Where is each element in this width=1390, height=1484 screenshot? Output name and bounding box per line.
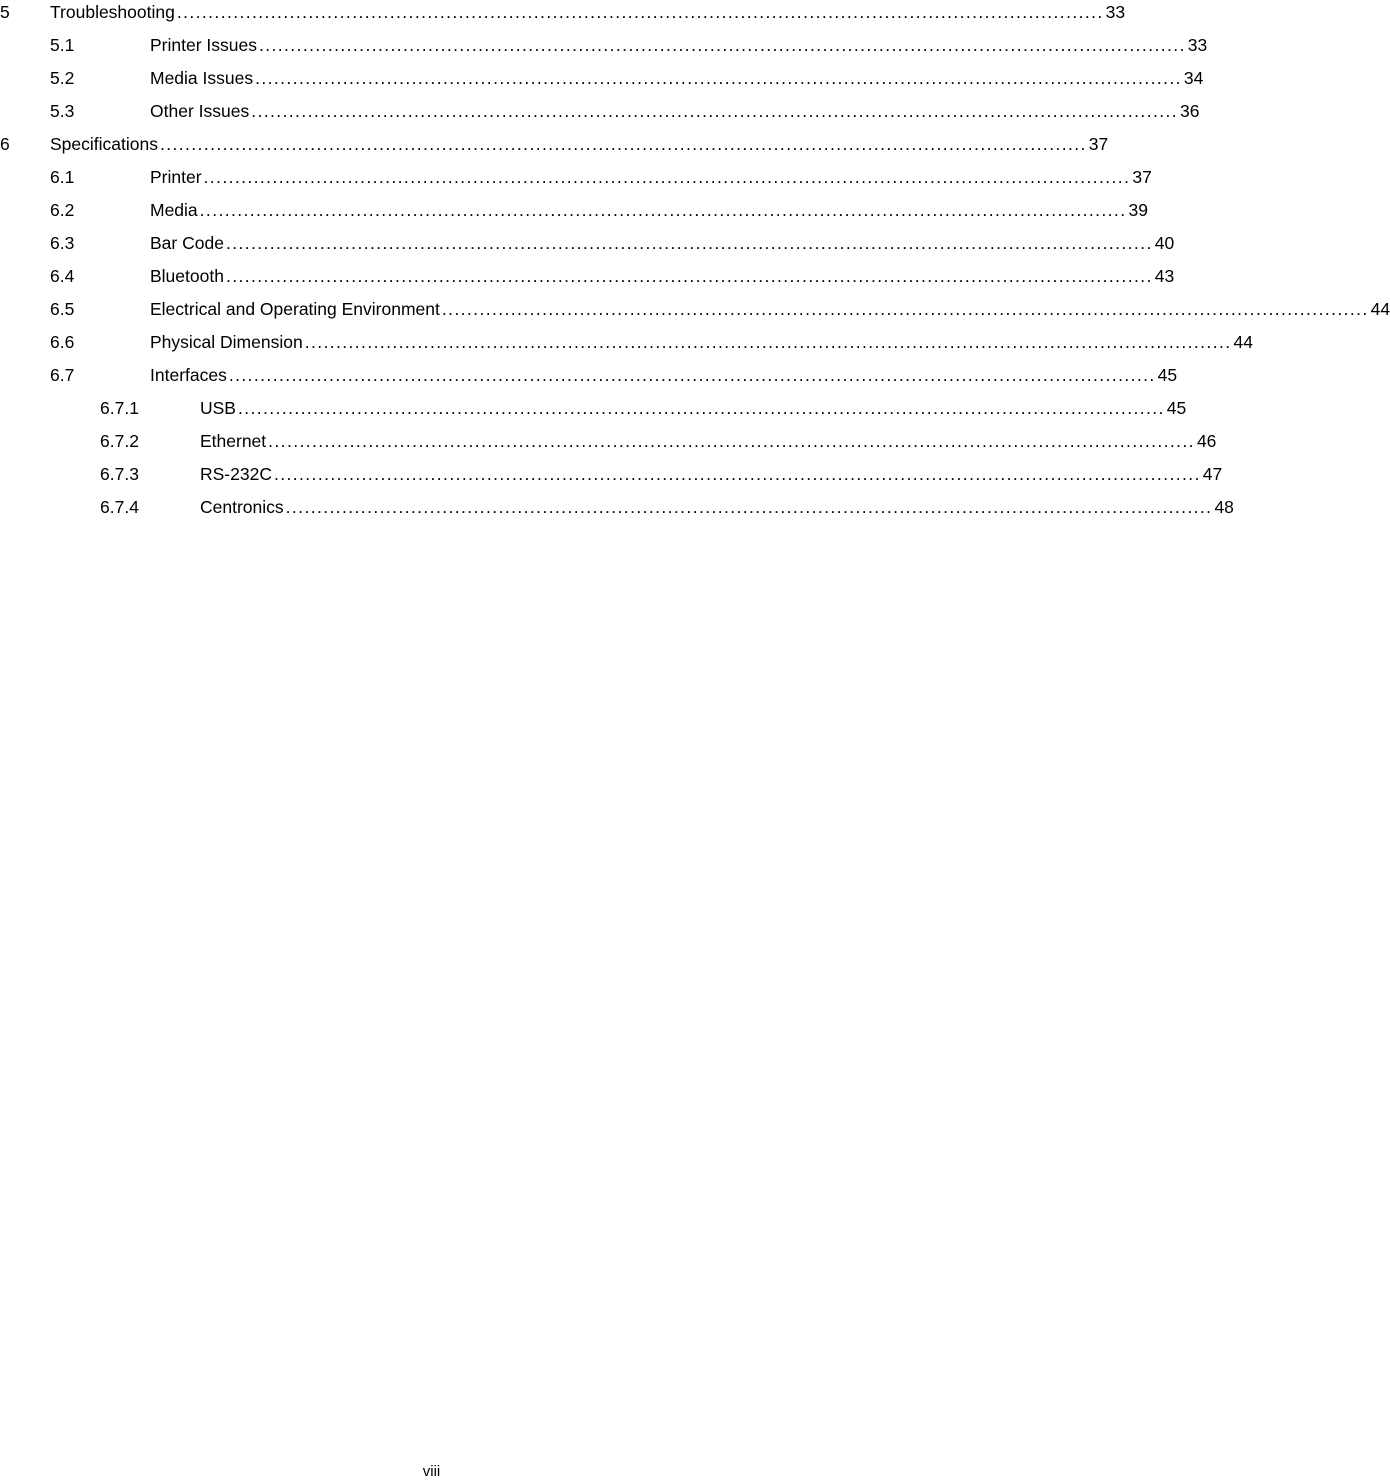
toc-entry[interactable] <box>50 264 1175 288</box>
toc-entry[interactable] <box>50 99 1200 123</box>
toc-entry-title[interactable]: Printer Issues <box>150 35 257 55</box>
toc-entry-title[interactable]: Specifications <box>50 134 158 154</box>
toc-entry-title[interactable]: Troubleshooting <box>50 2 175 22</box>
toc-entry-number: 6.5 <box>50 299 75 319</box>
page-footer <box>0 1462 863 1482</box>
dot-leader: .................................................................................................................................................... <box>159 134 1087 154</box>
toc-entry-page[interactable]: 37 <box>1088 134 1109 154</box>
toc-entry-line <box>50 132 1109 156</box>
toc-entry-number: 5 <box>0 2 10 22</box>
toc-entry-page[interactable]: 33 <box>1105 2 1126 22</box>
toc-entry-title[interactable]: Centronics <box>200 497 284 517</box>
toc-entry-line <box>150 99 1200 123</box>
toc-entry-number: 5.1 <box>50 35 75 55</box>
toc-entry-number: 6.1 <box>50 167 75 187</box>
toc-entry-title[interactable]: Electrical and Operating Environment <box>150 299 440 319</box>
toc-entry[interactable] <box>50 297 1390 321</box>
toc-entry-number: 6.7.4 <box>100 497 139 517</box>
toc-entry-page[interactable]: 36 <box>1180 101 1200 121</box>
dot-leader: .................................................................................................................................................... <box>304 332 1232 352</box>
toc-entry-number: 6.4 <box>50 266 75 286</box>
toc-entry-line <box>150 297 1390 321</box>
toc-entry[interactable] <box>50 198 1148 222</box>
toc-entry-number: 6.2 <box>50 200 75 220</box>
toc-entry[interactable] <box>100 429 1217 453</box>
toc-entry[interactable] <box>50 231 1175 255</box>
toc-entry-title[interactable]: Media Issues <box>150 68 254 88</box>
toc-entry-line <box>150 231 1175 255</box>
toc-entry-title[interactable]: RS-232C <box>200 464 272 484</box>
dot-leader: .................................................................................................................................................... <box>199 200 1127 220</box>
toc-entry-number: 6.7.2 <box>100 431 139 451</box>
toc-entry-line <box>200 462 1223 486</box>
toc-entry-line <box>200 429 1217 453</box>
toc-entry-line <box>200 495 1234 519</box>
toc-entry-line <box>150 330 1253 354</box>
toc-entry-page[interactable]: 40 <box>1154 233 1175 253</box>
page-number: viii <box>422 1463 441 1480</box>
toc-entry-page[interactable]: 46 <box>1196 431 1217 451</box>
dot-leader: .................................................................................................................................................... <box>268 431 1195 451</box>
toc-entry-number: 6.7.1 <box>100 398 139 418</box>
toc-entry-title[interactable]: Printer <box>150 167 202 187</box>
toc-entry[interactable] <box>100 495 1234 519</box>
toc-entry[interactable] <box>100 462 1223 486</box>
toc-entry-line <box>200 396 1187 420</box>
toc-entry-number: 6.7 <box>50 365 75 385</box>
dot-leader: .................................................................................................................................................... <box>203 167 1131 187</box>
toc-entry-number: 6.3 <box>50 233 75 253</box>
toc-entry-page[interactable]: 33 <box>1187 35 1208 55</box>
toc-entry[interactable] <box>0 132 1109 156</box>
toc-entry-number: 5.3 <box>50 101 75 121</box>
toc-entry-page[interactable]: 39 <box>1128 200 1148 220</box>
toc-entry-title[interactable]: USB <box>200 398 236 418</box>
dot-leader: .................................................................................................................................................... <box>251 101 1179 121</box>
toc-entry-number: 5.2 <box>50 68 75 88</box>
toc-entry[interactable] <box>50 33 1208 57</box>
dot-leader: .................................................................................................................................................... <box>228 365 1156 385</box>
toc-entry-number: 6.7.3 <box>100 464 139 484</box>
dot-leader: .................................................................................................................................................... <box>255 68 1182 88</box>
toc-entry-page[interactable]: 44 <box>1370 299 1390 319</box>
dot-leader: .................................................................................................................................................... <box>176 2 1104 22</box>
toc-entry-title[interactable]: Bluetooth <box>150 266 224 286</box>
dot-leader: .................................................................................................................................................... <box>441 299 1369 319</box>
toc-entry-line <box>150 165 1152 189</box>
toc-entry-title[interactable]: Other Issues <box>150 101 250 121</box>
toc-entry-line <box>150 198 1148 222</box>
toc-entry[interactable] <box>50 66 1204 90</box>
toc-entry-title[interactable]: Ethernet <box>200 431 267 451</box>
toc-entry-line <box>150 264 1175 288</box>
toc-entry[interactable] <box>50 330 1253 354</box>
toc-entry-page[interactable]: 43 <box>1154 266 1175 286</box>
dot-leader: .................................................................................................................................................... <box>225 266 1153 286</box>
toc-entry-page[interactable]: 48 <box>1214 497 1234 517</box>
toc-entry-page[interactable]: 37 <box>1132 167 1152 187</box>
toc-entry-line <box>150 363 1178 387</box>
toc-entry[interactable] <box>0 0 1126 24</box>
toc-entry-page[interactable]: 44 <box>1233 332 1253 352</box>
toc-entry-title[interactable]: Bar Code <box>150 233 224 253</box>
dot-leader: .................................................................................................................................................... <box>273 464 1201 484</box>
toc-entry-page[interactable]: 34 <box>1183 68 1204 88</box>
toc-entry-line <box>150 66 1204 90</box>
toc-entry-page[interactable]: 45 <box>1166 398 1187 418</box>
dot-leader: .................................................................................................................................................... <box>285 497 1213 517</box>
dot-leader: .................................................................................................................................................... <box>258 35 1186 55</box>
dot-leader: .................................................................................................................................................... <box>225 233 1153 253</box>
toc-entry-number: 6.6 <box>50 332 75 352</box>
toc-entry-line <box>150 33 1208 57</box>
toc-entry[interactable] <box>100 396 1187 420</box>
dot-leader: .................................................................................................................................................... <box>237 398 1165 418</box>
toc-entry-title[interactable]: Media <box>150 200 198 220</box>
toc-entry-title[interactable]: Interfaces <box>150 365 227 385</box>
toc-entry[interactable] <box>50 165 1152 189</box>
toc-entry[interactable] <box>50 363 1178 387</box>
toc-entry-page[interactable]: 47 <box>1202 464 1223 484</box>
toc-entry-line <box>50 0 1126 24</box>
toc-entry-title[interactable]: Physical Dimension <box>150 332 303 352</box>
toc-entry-page[interactable]: 45 <box>1157 365 1178 385</box>
toc-entry-number: 6 <box>0 134 10 154</box>
